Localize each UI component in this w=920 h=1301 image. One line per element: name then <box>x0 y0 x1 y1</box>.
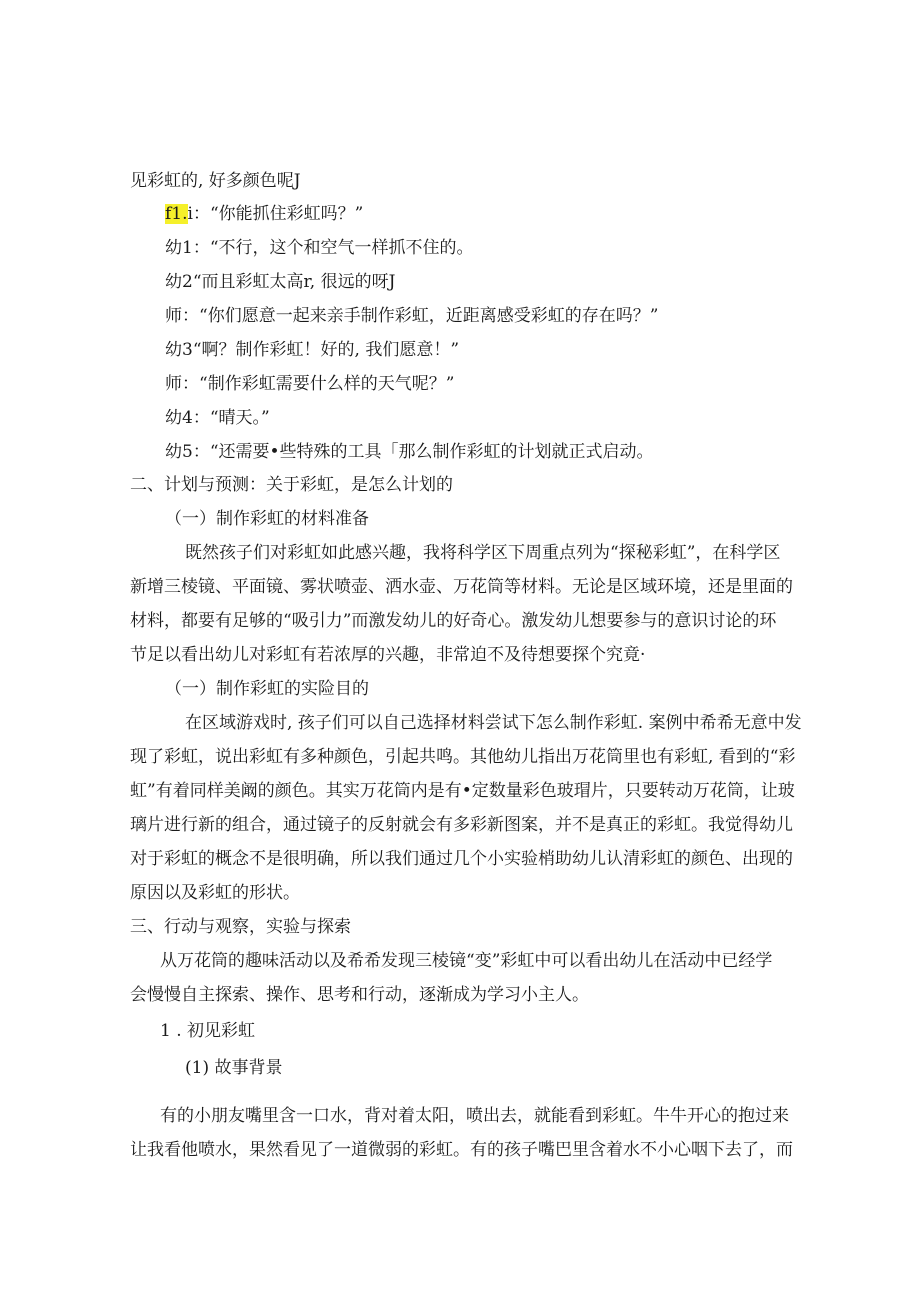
paragraph-line: 对于彩虹的概念不是很明确，所以我们通过几个小实验梢助幼儿认清彩虹的颜色、出现的 <box>130 849 793 869</box>
dialogue-line: 师：“制作彩虹需要什么样的天气呢？” <box>165 374 455 394</box>
dialogue-line: 幼4：“晴天。” <box>165 408 270 428</box>
subsection-heading: （一）制作彩虹的实险目的 <box>165 679 369 699</box>
paragraph-line: 见彩虹的, 好多颜色呢J <box>130 171 301 191</box>
highlighted-text: f1. <box>165 204 188 224</box>
dialogue-line <box>165 203 363 225</box>
paragraph-line: 既然孩子们对彩虹如此感兴趣，我将科学区下周重点列为“探秘彩虹”，在科学区 <box>185 543 781 563</box>
numbered-subheading: (1) 故事背景 <box>185 1058 283 1078</box>
section-heading: 二、计划与预测：关于彩虹，是怎么计划的 <box>130 475 453 495</box>
paragraph-line: 材料，都要有足够的“吸引力”而激发幼儿的好奇心。激发幼儿想要参与的意识讨论的环 <box>130 611 777 631</box>
numbered-heading: 1 . 初见彩虹 <box>160 1021 256 1041</box>
paragraph-line: 节足以看出幼儿对彩虹有若浓厚的兴趣，非常迫不及待想要探个究竟· <box>130 645 646 665</box>
paragraph-line: 有的小朋友嘴里含一口水，背对着太阳，喷出去，就能看到彩虹。牛牛开心的抱过来 <box>160 1106 789 1126</box>
paragraph-line: 璃片进行新的组合，通过镜子的反射就会有多彩新图案，并不是真正的彩虹。我觉得幼儿 <box>130 815 793 835</box>
paragraph-line: 会慢慢自主探索、操作、思考和行动，逐渐成为学习小主人。 <box>130 985 589 1005</box>
paragraph-line: 现了彩虹，说出彩虹有多种颜色，引起共鸣。其他幼儿指出万花筒里也有彩虹, 看到的“彩 <box>130 747 796 767</box>
dialogue-line: 幼1：“不行，这个和空气一样抓不住的。 <box>165 238 474 258</box>
paragraph-line: 原因以及彩虹的形状。 <box>130 883 300 903</box>
paragraph-line: 在区域游戏时, 孩子们可以自己选择材料尝试下怎么制作彩虹. 案例中希希无意中发 <box>185 713 802 733</box>
dialogue-text: i：“你能抓住彩虹吗？” <box>187 204 364 224</box>
section-heading: 三、行动与观察，实验与探索 <box>130 917 351 937</box>
paragraph-line: 从万花筒的趣味活动以及希希发现三棱镜“变”彩虹中可以看出幼儿在活动中已经学 <box>160 951 773 971</box>
paragraph-line: 让我看他喷水，果然看见了一道微弱的彩虹。有的孩子嘴巴里含着水不小心咽下去了，而 <box>130 1140 793 1160</box>
dialogue-line: 幼2“而且彩虹太高r, 很远的呀J <box>165 272 396 292</box>
dialogue-line: 幼3“啊？制作彩虹！好的, 我们愿意！” <box>165 340 460 360</box>
paragraph-line: 虹”有着同样美阚的颜色。其实万花筒内是有•定数量彩色玻瑁片，只要转动万花筒，让玻 <box>130 781 795 801</box>
dialogue-line: 师：“你们愿意一起来亲手制作彩虹，近距离感受彩虹的存在吗？” <box>165 306 659 326</box>
subsection-heading: （一）制作彩虹的材料准备 <box>165 509 369 529</box>
dialogue-line: 幼5：“还需要•些特殊的工具「那么制作彩虹的计划就正式启动。 <box>165 442 654 462</box>
paragraph-line: 新增三棱镜、平面镜、雾状喷壶、洒水壶、万花筒等材料。无论是区域环境，还是里面的 <box>130 577 793 597</box>
